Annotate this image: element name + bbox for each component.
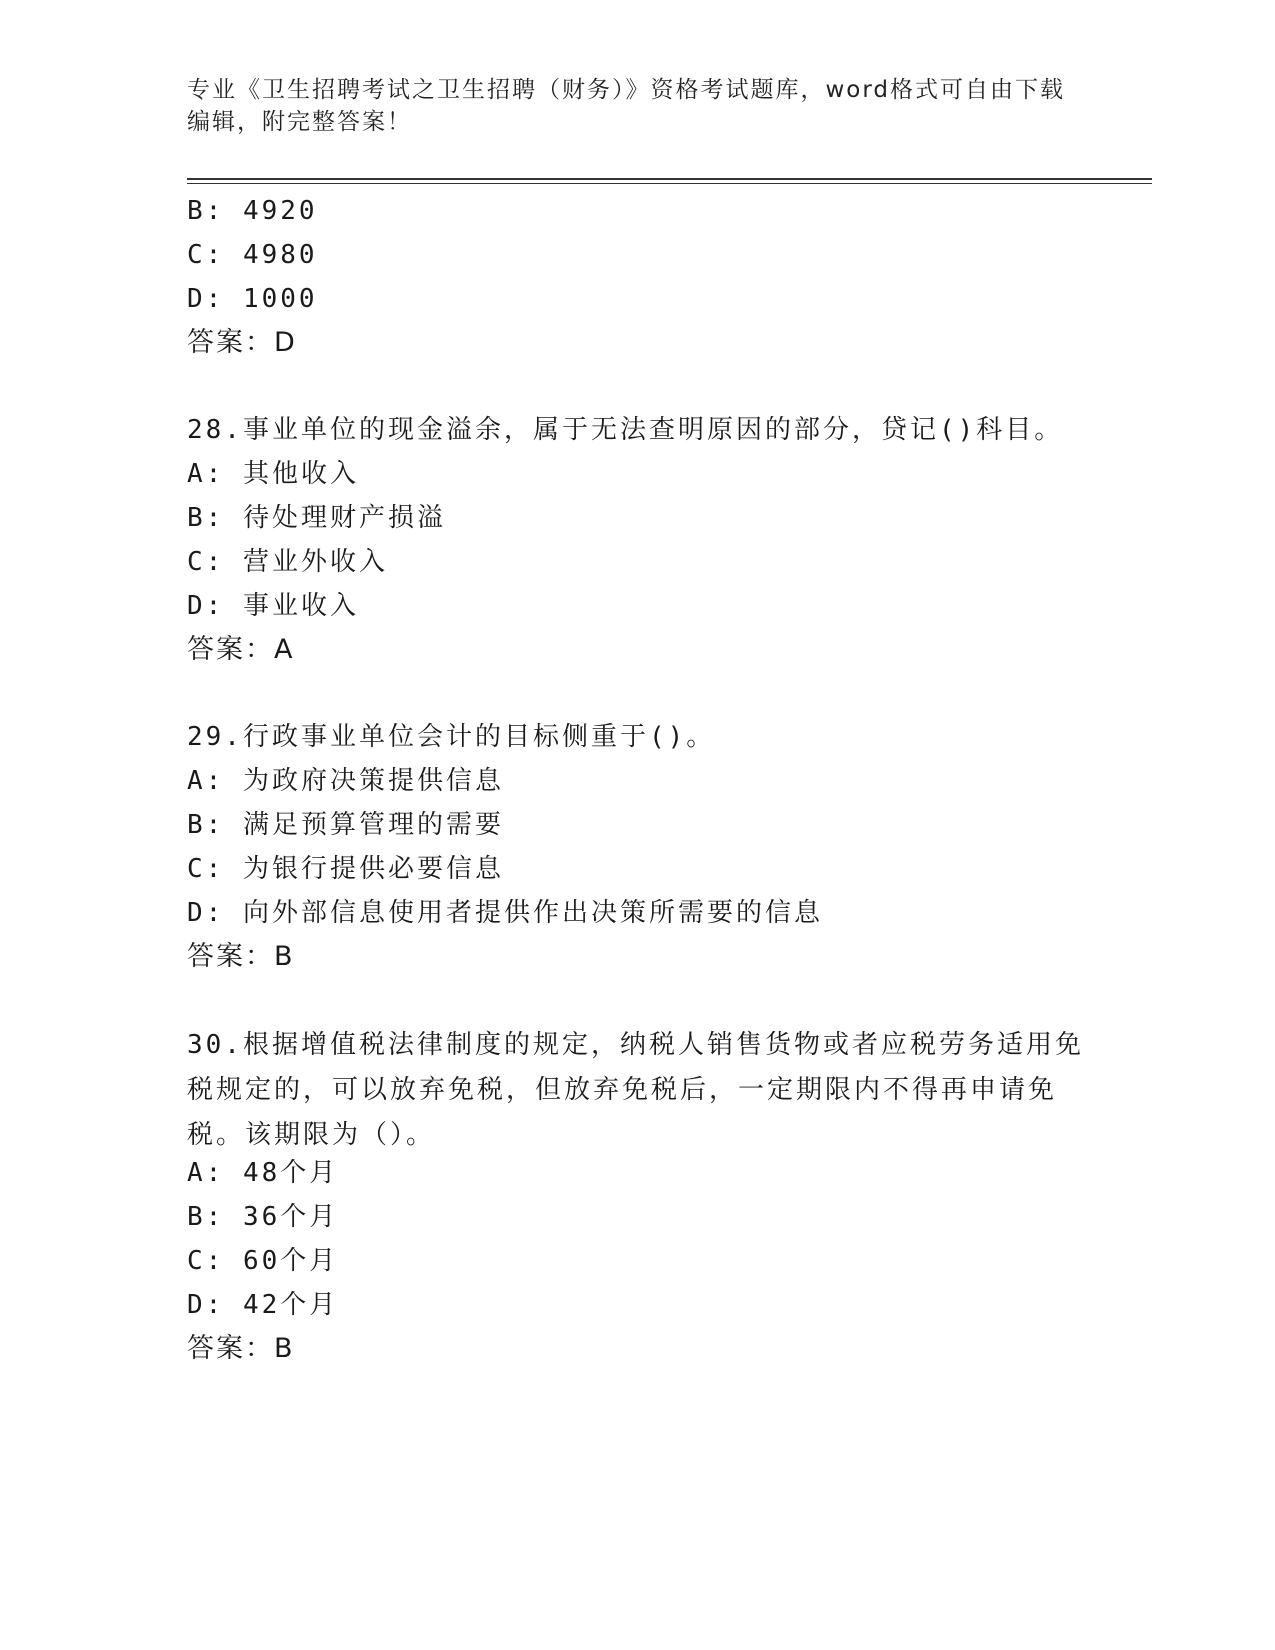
q28-option-b: B: 待处理财产损溢 [187,503,446,533]
q27-option-c: C: 4980 [187,240,318,270]
q30-answer: 答案：B [187,1333,295,1364]
q28-answer: 答案：A [187,634,295,665]
q28-stem: 28.事业单位的现金溢余，属于无法查明原因的部分，贷记()科目。 [187,415,1064,445]
q30-stem: 30.根据增值税法律制度的规定，纳税人销售货物或者应税劳务适用免税规定的，可以放弃免税，但放弃免税后，一定期限内不得再申请免税。该期限为（）。 [187,1030,1084,1150]
header-rule-thick [187,178,1152,180]
q29-option-c: C: 为银行提供必要信息 [187,854,504,884]
q29-option-b: B: 满足预算管理的需要 [187,810,504,840]
document-header: 专业《卫生招聘考试之卫生招聘（财务）》资格考试题库，word格式可自由下载编辑，附完整答案！ [187,77,1066,135]
q27-option-b: B: 4920 [187,196,318,226]
q30-option-b: B: 36个月 [187,1202,339,1232]
q30-option-a: A: 48个月 [187,1158,339,1188]
q29-option-d: D: 向外部信息使用者提供作出决策所需要的信息 [187,898,823,928]
q27-answer: 答案：D [187,327,297,358]
q30-option-d: D: 42个月 [187,1290,339,1320]
q29-stem: 29.行政事业单位会计的目标侧重于()。 [187,722,716,752]
q28-option-a: A: 其他收入 [187,459,359,489]
q29-answer: 答案：B [187,941,295,972]
q30-option-c: C: 60个月 [187,1246,339,1276]
q28-option-d: D: 事业收入 [187,591,359,621]
header-rule-thin [187,183,1152,184]
q29-option-a: A: 为政府决策提供信息 [187,766,504,796]
q28-option-c: C: 营业外收入 [187,547,388,577]
q27-option-d: D: 1000 [187,284,318,314]
